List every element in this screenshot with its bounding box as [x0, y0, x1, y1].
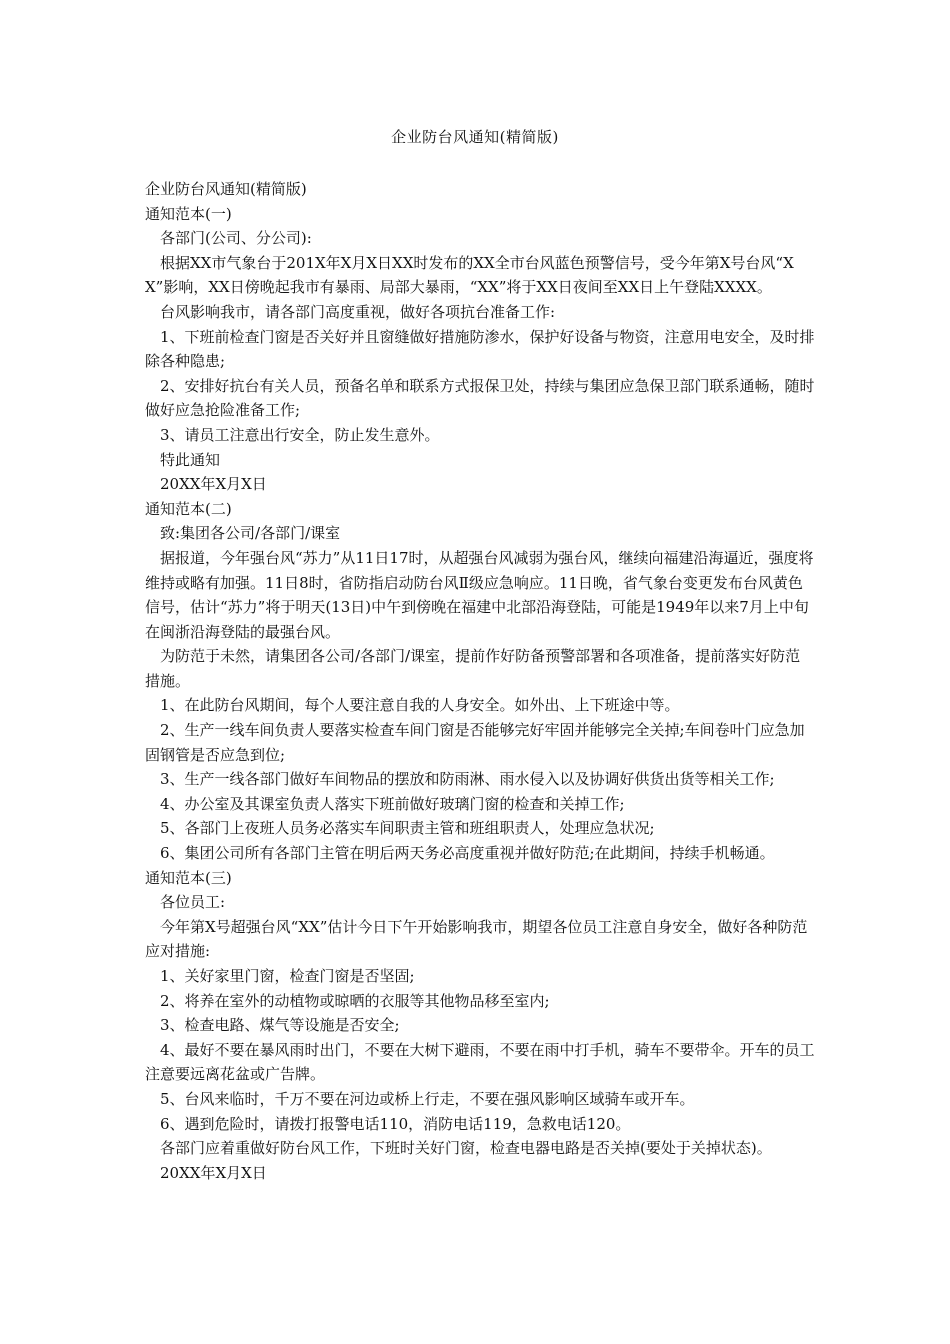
- paragraph: 3、检查电路、煤气等设施是否安全;: [160, 1016, 400, 1035]
- paragraph: 通知范本(二): [145, 499, 232, 518]
- document-body: [145, 177, 815, 1185]
- paragraph: 3、请员工注意出行安全，防止发生意外。: [160, 425, 440, 444]
- paragraph: 通知范本(三): [145, 868, 232, 887]
- paragraph: 20XX年X月X日: [160, 1163, 267, 1182]
- paragraph: 为防范于未然，请集团各公司/各部门/课室，提前作好防备预警部署和各项准备，提前落实好防范措施。: [145, 647, 801, 690]
- paragraph: 各位员工:: [160, 893, 226, 912]
- paragraph: 1、在此防台风期间，每个人要注意自我的人身安全。如外出、上下班途中等。: [160, 696, 680, 715]
- paragraph: 2、将养在室外的动植物或晾晒的衣服等其他物品移至室内;: [160, 991, 550, 1010]
- paragraph: 特此通知: [160, 450, 221, 469]
- document-title: 企业防台风通知(精简版): [391, 128, 559, 146]
- paragraph: 通知范本(一): [145, 204, 232, 223]
- paragraph: 台风影响我市，请各部门高度重视，做好各项抗台准备工作:: [160, 302, 556, 321]
- paragraph: 4、办公室及其课室负责人落实下班前做好玻璃门窗的检查和关掉工作;: [160, 794, 625, 813]
- paragraph: 1、关好家里门窗，检查门窗是否坚固;: [160, 967, 415, 985]
- paragraph: 6、集团公司所有各部门主管在明后两天务必高度重视并做好防范;在此期间，持续手机畅通。: [160, 844, 775, 863]
- paragraph: 4、最好不要在暴风雨时出门，不要在大树下避雨，不要在雨中打手机，骑车不要带伞。开车的员工注意要远离花盆或广告牌。: [145, 1040, 815, 1084]
- paragraph: 企业防台风通知(精简版): [145, 180, 307, 198]
- paragraph: 致:集团各公司/各部门/课室: [160, 524, 341, 543]
- paragraph: 各部门应着重做好防台风工作，下班时关好门窗，检查电器电路是否关掉(要处于关掉状态)。: [160, 1139, 772, 1158]
- paragraph: 据报道，今年强台风“苏力”从11日17时，从超强台风减弱为强台风，继续向福建沿海逼近，强度将维持或略有加强。11日8时，省防指启动防台风Ⅱ级应急响应。11日晚，省气象台变更发布台风黄色信号，估计“苏力”将于明天(13日)中午到傍晚在福建中北部沿海登陆，可能是1949年以来7月上中旬在闽浙沿海登陆的最强台风。: [145, 548, 814, 641]
- paragraph: 2、安排好抗台有关人员，预备名单和联系方式报保卫处，持续与集团应急保卫部门联系通畅，随时做好应急抢险准备工作;: [145, 376, 815, 420]
- paragraph: 5、各部门上夜班人员务必落实车间职责主管和班组职责人，处理应急状况;: [160, 819, 655, 838]
- paragraph: 根据XX市气象台于201X年X月X日XX时发布的XX全市台风蓝色预警信号，受今年第X号台风“XX”影响，XX日傍晚起我市有暴雨、局部大暴雨，“XX”将于XX日夜间至XX日上午登陆XXXX。: [145, 253, 794, 297]
- paragraph: 20XX年X月X日: [160, 475, 267, 494]
- paragraph: 3、生产一线各部门做好车间物品的摆放和防雨淋、雨水侵入以及协调好供货出货等相关工作;: [160, 770, 775, 789]
- paragraph: 1、下班前检查门窗是否关好并且窗缝做好措施防渗水，保护好设备与物资，注意用电安全，及时排除各种隐患;: [145, 327, 815, 371]
- paragraph: 5、台风来临时，千万不要在河边或桥上行走，不要在强风影响区域骑车或开车。: [160, 1089, 695, 1108]
- paragraph: 各部门(公司、分公司):: [160, 229, 312, 248]
- paragraph: 2、生产一线车间负责人要落实检查车间门窗是否能够完好牢固并能够完全关掉;车间卷叶门应急加固钢管是否应急到位;: [145, 721, 805, 764]
- paragraph: 今年第X号超强台风“XX”估计今日下午开始影响我市，期望各位员工注意自身安全，做好各种防范应对措施:: [145, 917, 808, 961]
- paragraph: 6、遇到危险时，请拨打报警电话110，消防电话119，急救电话120。: [160, 1114, 631, 1133]
